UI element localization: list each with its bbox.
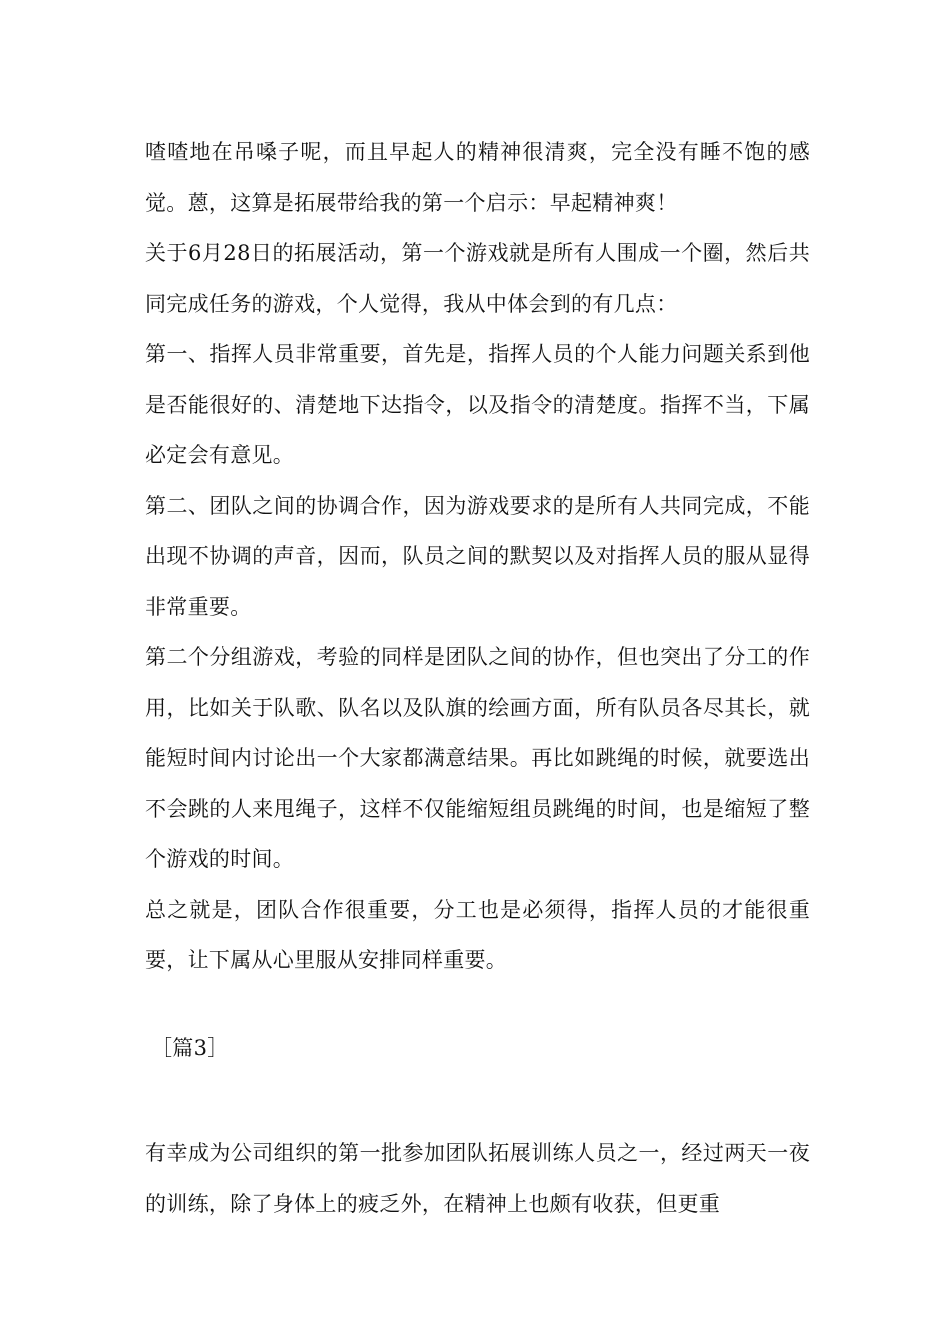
body-text-bottom xyxy=(145,1128,810,1229)
section-label: ［篇3］ xyxy=(151,1036,229,1060)
paragraph: 第一、指挥人员非常重要，首先是，指挥人员的个人能力问题关系到他是否能很好的、清楚地下达指令，以及指令的清楚度。指挥不当，下属必定会有意见。 xyxy=(145,342,810,467)
paragraph: 关于6月28日的拓展活动，第一个游戏就是所有人围成一个圈，然后共同完成任务的游戏，个人觉得，我从中体会到的有几点： xyxy=(145,241,810,316)
paragraph: 第二个分组游戏，考验的同样是团队之间的协作，但也突出了分工的作用，比如关于队歌、队名以及队旗的绘画方面，所有队员各尽其长，就能短时间内讨论出一个大家都满意结果。再比如跳绳的时候，就要选出不会跳的人来甩绳子，这样不仅能缩短组员跳绳的时间，也是缩短了整个游戏的时间。 xyxy=(145,645,810,871)
paragraph: 总之就是，团队合作很重要，分工也是必须得，指挥人员的才能很重要，让下属从心里服从安排同样重要。 xyxy=(145,897,810,972)
paragraph: 有幸成为公司组织的第一批参加团队拓展训练人员之一，经过两天一夜的训练，除了身体上的疲乏外，在精神上也颇有收获，但更重 xyxy=(145,1141,810,1216)
paragraph: 第二、团队之间的协调合作，因为游戏要求的是所有人共同完成，不能出现不协调的声音，因而，队员之间的默契以及对指挥人员的服从显得非常重要。 xyxy=(145,493,810,619)
body-text-top xyxy=(145,127,810,986)
paragraph: 喳喳地在吊嗓子呢，而且早起人的精神很清爽，完全没有睡不饱的感觉。蒽，这算是拓展带给我的第一个启示：早起精神爽！ xyxy=(145,140,810,215)
